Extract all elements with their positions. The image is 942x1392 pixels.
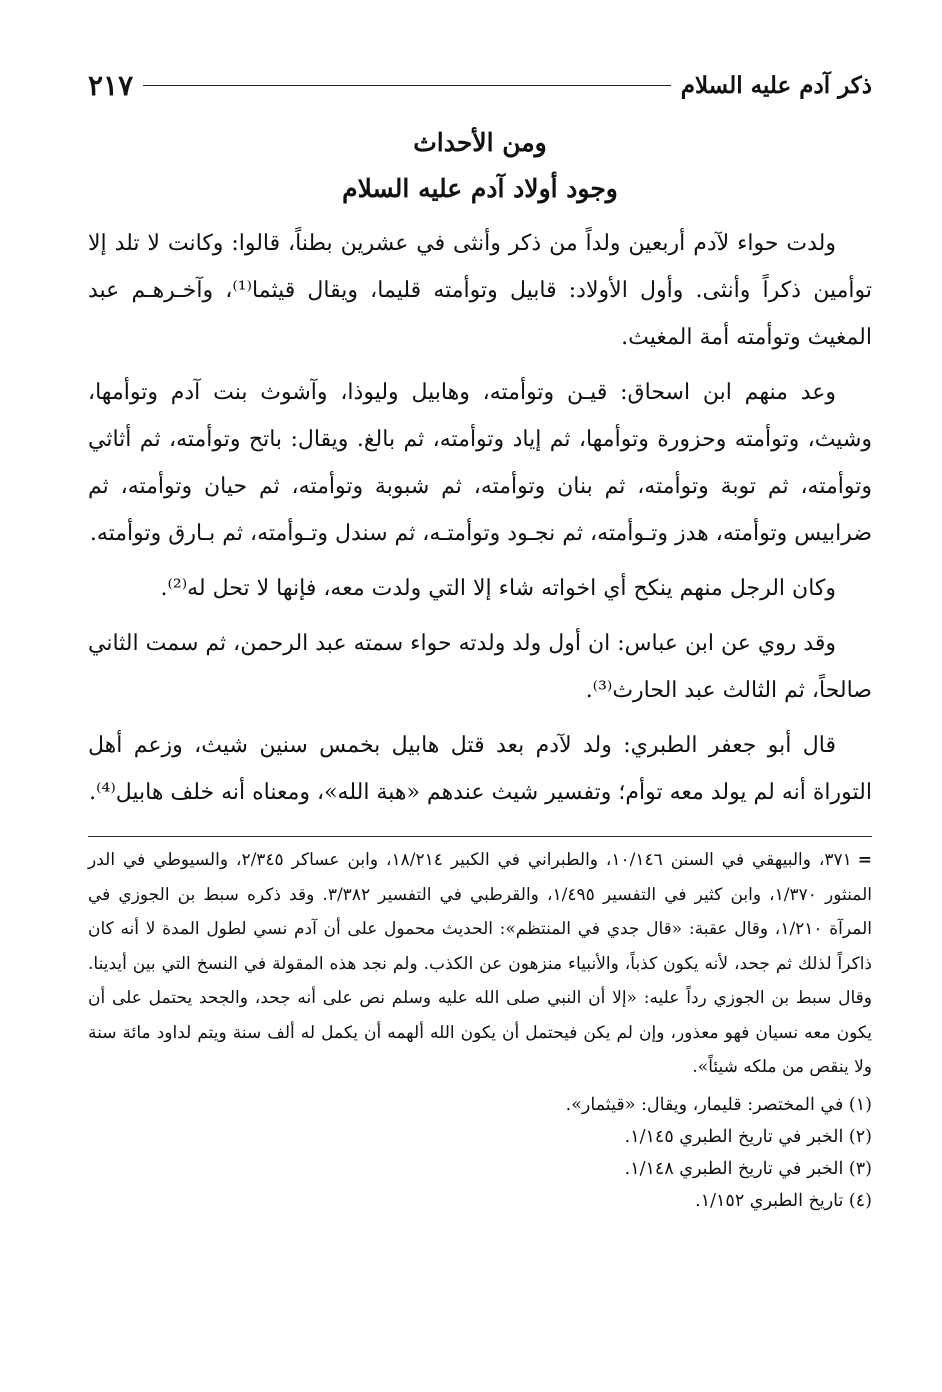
paragraph: وقد روي عن ابن عباس: ان أول ولد ولدته حواء سمته عبد الرحمن، ثم سمت الثاني صالحاً، ثم الثالث عبد الحارث⁽³⁾. — [88, 631, 872, 703]
body-text — [88, 220, 872, 816]
footnote: (٢) الخبر في تاريخ الطبري ١/١٤٥. — [624, 1126, 872, 1147]
paragraph: قال أبو جعفر الطبري: ولد لآدم بعد قتل هابيل بخمس سنين شيث، وزعم أهل التوراة أنه لم يولد معه توأم؛ وتفسير شيث عندهم «هبة الله»، ومعناه أنه خلف هابيل⁽⁴⁾. — [88, 733, 872, 805]
running-head — [88, 62, 872, 108]
header-rule — [143, 85, 671, 86]
footnote: (٣) الخبر في تاريخ الطبري ١/١٤٨. — [624, 1158, 872, 1179]
footnote: (١) في المختصر: قليمار، ويقال: «قيثمار». — [565, 1094, 872, 1115]
footnote-separator — [88, 836, 872, 837]
section-heading: ومن الأحداث — [413, 128, 547, 157]
footnote-list — [88, 1089, 872, 1217]
section-headings — [88, 120, 872, 212]
paragraph: وكان الرجل منهم ينكح أي اخواته شاء إلا التي ولدت معه، فإنها لا تحل له⁽²⁾. — [160, 576, 836, 601]
paragraph: وعد منهم ابن اسحاق: قيـن وتوأمته، وهابيل وليوذا، وآشوث بنت آدم وتوأمها، وشيث، وتوأمته وحزورة وتوأمها، ثم إياد وتوأمته، ثم بالغ. ويقال: باتح وتوأمته، ثم أثاثي وتوأمته، ثم توبة وتوأمته، ثم بنان وتوأمته، ثم شبوبة وتوأمته، ثم حيان وتوأمته، ثم ضرابيس وتوأمته، هدز وتـوأمته، ثم نجـود وتوأمتـه، ثم سندل وتـوأمته، ثم بـارق وتوأمته. — [88, 380, 872, 546]
chapter-heading: وجود أولاد آدم عليه السلام — [342, 174, 618, 203]
page-number: ٢١٧ — [88, 68, 134, 102]
footnotes — [88, 843, 872, 1217]
running-title: ذكر آدم عليه السلام — [680, 71, 872, 99]
continuation-marker: = — [857, 850, 873, 870]
footnote-continuation-text: ٣٧١، والبيهقي في السنن ١٠/١٤٦، والطبراني في الكبير ١٨/٢١٤، وابن عساكر ٢/٣٤٥، والسيوطي في الدر المنثور ١/٣٧٠، وابن كثير في التفسير ١/٤٩٥، والقرطبي في التفسير ٣/٣٨٢. وقد ذكره سبط بن الجوزي في المرآة ١/٢١٠، وقال عقبة: «قال جدي في المنتظم»: الحديث محمول على أن آدم نسي لطول المدة لا أنه كان ذاكراً لذلك ثم جحد، لأنه يكون كذباً، والأنبياء منزهون عن الكذب. ولم نجد هذه المقولة في النسخ التي بين أيدينا. وقال سبط بن الجوزي رداً عليه: «إلا أن النبي صلى الله عليه وسلم نص على أنه جحد، والجحد يحتمل على أن يكون معه نسيان فهو معذور، وإن لم يكن فيحتمل أن يكون الله ألهمه أن يكمل له ألف سنة ويتم لداود مائة سنة ولا ينقص من ملكه شيئاً». — [88, 850, 873, 1077]
footnote-continuation — [88, 843, 872, 1085]
footnote: (٤) تاريخ الطبري ١/١٥٢. — [695, 1190, 872, 1211]
paragraph: ولدت حواء لآدم أربعين ولداً من ذكر وأنثى في عشرين بطناً، قالوا: وكانت لا تلد إلا توأمين ذكراً وأنثى. وأول الأولاد: قابيل وتوأمته قليما، ويقال قيثما⁽¹⁾، وآخـرهـم عبد المغيث وتوأمته أمة المغيث. — [88, 231, 872, 350]
